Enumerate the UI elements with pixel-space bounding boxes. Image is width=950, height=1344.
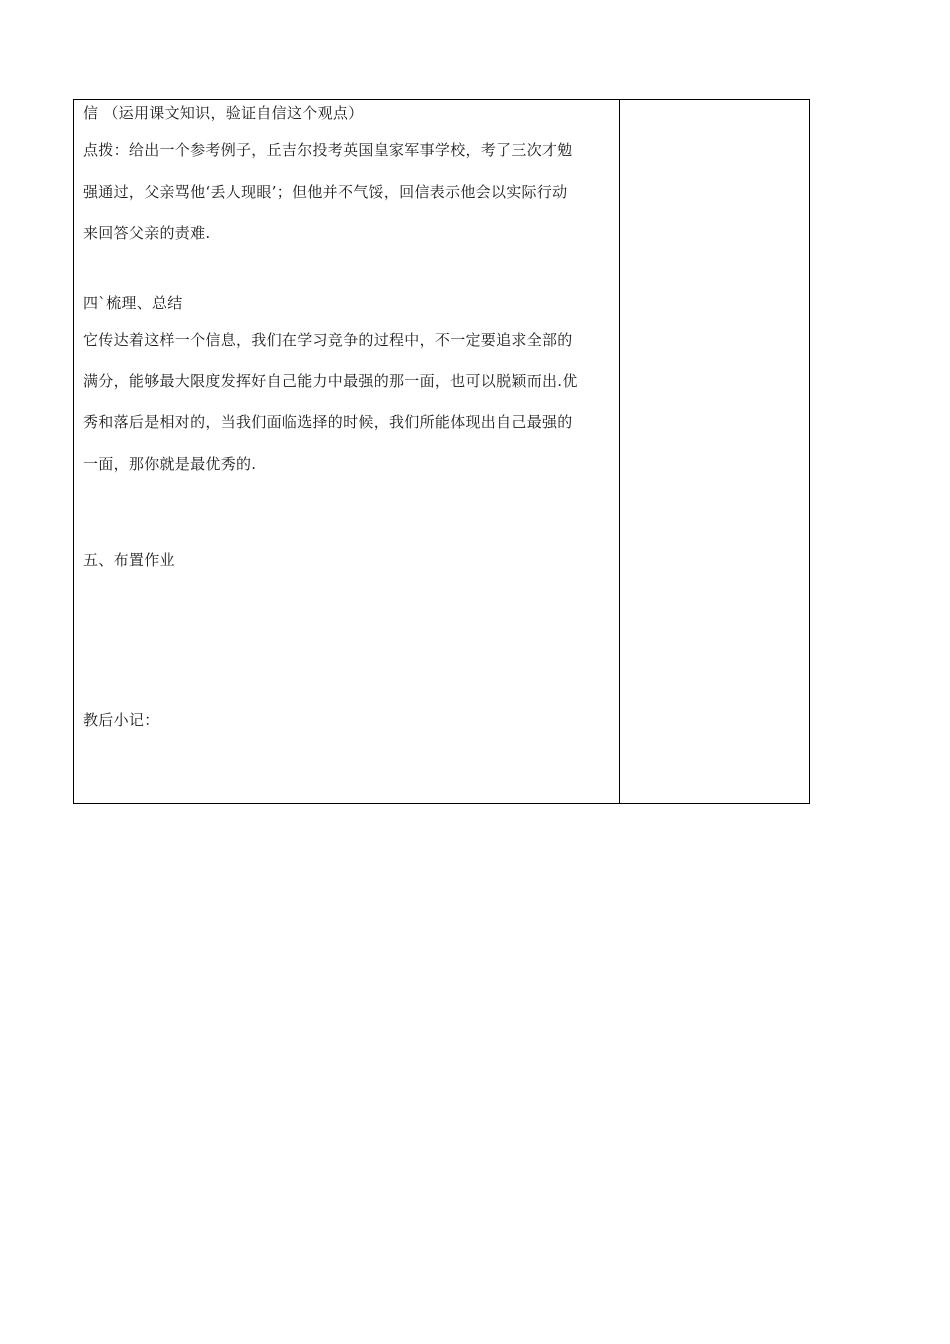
side-notes-cell (620, 100, 809, 803)
text-line-summary-4: 一面，那你就是最优秀的. (83, 455, 257, 473)
text-line-summary-1: 它传达着这样一个信息，我们在学习竞争的过程中，不一定要追求全部的 (83, 331, 573, 349)
text-line-summary-2: 满分，能够最大限度发挥好自己能力中最强的那一面，也可以脱颖而出.优 (83, 372, 578, 390)
text-line-confidence: 信 （运用课文知识，验证自信这个观点） (83, 104, 364, 122)
text-line-hint-cont-2: 来回答父亲的责难. (83, 224, 211, 242)
section-heading-homework: 五、布置作业 (83, 551, 175, 569)
section-heading-summary: 四`梳理、总结 (83, 294, 183, 312)
lesson-table (73, 99, 810, 804)
text-line-hint-cont-1: 强通过，父亲骂他‘丢人现眼’；但他并不气馁，回信表示他会以实际行动 (83, 183, 568, 201)
text-line-summary-3: 秀和落后是相对的，当我们面临选择的时候，我们所能体现出自己最强的 (83, 413, 573, 431)
text-line-hint: 点拨：给出一个参考例子，丘吉尔投考英国皇家军事学校，考了三次才勉 (83, 141, 573, 159)
main-content-cell (74, 100, 619, 803)
section-heading-notes: 教后小记： (83, 711, 160, 729)
